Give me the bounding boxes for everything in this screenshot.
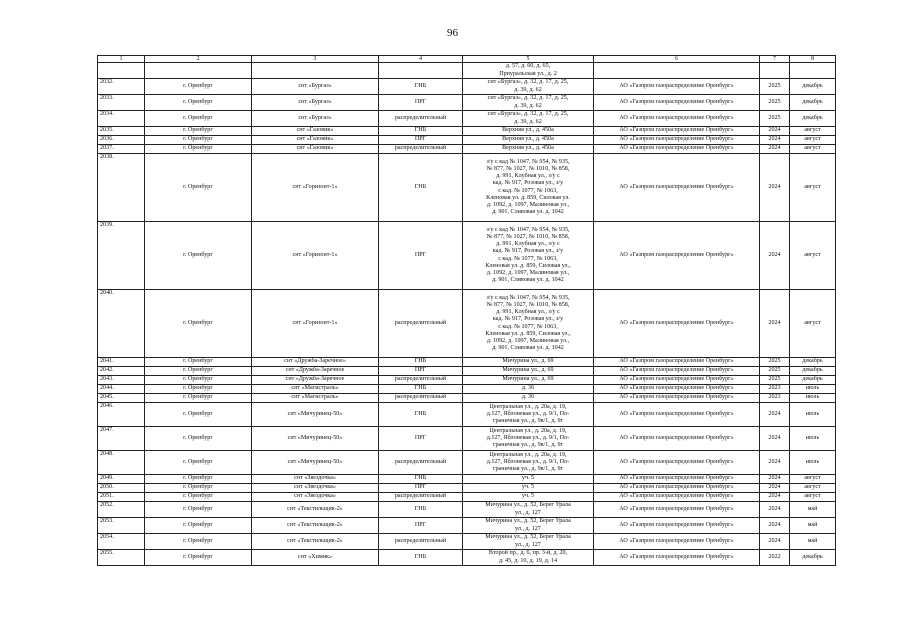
object-cell: снт «Газовик» (252, 127, 379, 136)
city-cell: г. Оренбург (145, 403, 252, 427)
year-cell: 2024 (760, 493, 790, 502)
row-number-cell: 2048. (98, 451, 145, 475)
year-cell: 2025 (760, 95, 790, 111)
city-cell: г. Оренбург (145, 394, 252, 403)
month-cell: июль (790, 385, 836, 394)
organization-cell: АО «Газпром газораспределение Оренбург» (594, 475, 760, 484)
row-number-cell: 2052. (98, 502, 145, 518)
year-cell: 2024 (760, 222, 790, 290)
row-number-cell: 2051. (98, 493, 145, 502)
organization-cell: АО «Газпром газораспределение Оренбург» (594, 403, 760, 427)
row-number-cell: 2045. (98, 394, 145, 403)
cell-empty (790, 63, 836, 79)
type-cell: распределительный (379, 290, 463, 358)
address-cell: Верхняя ул., д. 450а (463, 136, 594, 145)
row-number-cell: 2042. (98, 367, 145, 376)
cell-empty (760, 63, 790, 79)
city-cell: г. Оренбург (145, 534, 252, 550)
address-cell: Мичурина ул., д. 69 (463, 376, 594, 385)
city-cell: г. Оренбург (145, 222, 252, 290)
row-number-cell: 2043. (98, 376, 145, 385)
address-cell: Мичурина ул., д. 52, Берег Урала ул., д. 127 (463, 534, 594, 550)
object-cell: снт «Текстильщик-2» (252, 502, 379, 518)
address-cell: з/у с кад № 1047, № 954, № 935, № 877, № 1027, № 1010, № 858, д. 991, Клубная ул., з/у с кад. № 917, Розовая ул., з/у с кад. № 1077, № 1063, Кленовая ул. д. 859, Силовая ул. д. 1092, д. 1097, Малиновая ул., д. 901, Сливовая ул. д. 1042 (463, 154, 594, 222)
table-row (98, 403, 836, 427)
table-row (98, 95, 836, 111)
object-cell: снт «Звездочка» (252, 493, 379, 502)
month-cell: декабрь (790, 111, 836, 127)
city-cell: г. Оренбург (145, 358, 252, 367)
table-row (98, 534, 836, 550)
object-cell: снт «Газовик» (252, 145, 379, 154)
type-cell: распределительный (379, 111, 463, 127)
organization-cell: АО «Газпром газораспределение Оренбург» (594, 358, 760, 367)
row-number-cell: 2040. (98, 290, 145, 358)
address-cell: Верхняя ул., д. 450а (463, 127, 594, 136)
type-cell: ГНБ (379, 154, 463, 222)
type-cell: ПРГ (379, 427, 463, 451)
month-cell: июль (790, 427, 836, 451)
object-cell: снт «Звездочка» (252, 484, 379, 493)
address-cell: д. 36 (463, 385, 594, 394)
address-cell: Мичурина ул., д. 69 (463, 367, 594, 376)
organization-cell: АО «Газпром газораспределение Оренбург» (594, 385, 760, 394)
month-cell: декабрь (790, 376, 836, 385)
organization-cell: АО «Газпром газораспределение Оренбург» (594, 367, 760, 376)
city-cell: г. Оренбург (145, 518, 252, 534)
cell-empty (145, 63, 252, 79)
year-cell: 2024 (760, 451, 790, 475)
table-body (98, 56, 836, 566)
column-number: 5 (463, 56, 594, 63)
type-cell: ПРГ (379, 95, 463, 111)
column-number: 2 (145, 56, 252, 63)
table-row (98, 493, 836, 502)
organization-cell: АО «Газпром газораспределение Оренбург» (594, 222, 760, 290)
address-cell: уч. 5 (463, 484, 594, 493)
city-cell: г. Оренбург (145, 290, 252, 358)
city-cell: г. Оренбург (145, 95, 252, 111)
registry-table (97, 55, 836, 566)
month-cell: июль (790, 394, 836, 403)
year-cell: 2025 (760, 79, 790, 95)
object-cell: снт «Магистраль» (252, 385, 379, 394)
page-number: 96 (447, 27, 458, 39)
year-cell: 2023 (760, 394, 790, 403)
type-cell: распределительный (379, 394, 463, 403)
organization-cell: АО «Газпром газораспределение Оренбург» (594, 136, 760, 145)
address-cell: д. 36 (463, 394, 594, 403)
year-cell: 2024 (760, 484, 790, 493)
type-cell: ПРГ (379, 222, 463, 290)
row-number-cell: 2035. (98, 127, 145, 136)
type-cell: распределительный (379, 376, 463, 385)
object-cell: снт «Звездочка» (252, 475, 379, 484)
month-cell: август (790, 154, 836, 222)
type-cell: распределительный (379, 451, 463, 475)
month-cell: декабрь (790, 95, 836, 111)
table-row (98, 79, 836, 95)
city-cell: г. Оренбург (145, 367, 252, 376)
year-cell: 2025 (760, 358, 790, 367)
row-number-cell: 2033. (98, 95, 145, 111)
object-cell: снт «Бургаз» (252, 95, 379, 111)
year-cell: 2024 (760, 427, 790, 451)
object-cell: снт «Горизонт-1» (252, 290, 379, 358)
address-cell: Центральная ул., д. 20а, д. 19, д.127, Яблоневая ул., д. 9/1, По- граничная ул., д. 9в/1, д. 9г (463, 451, 594, 475)
table-row (98, 394, 836, 403)
object-cell: снт «Мичуринец-50» (252, 451, 379, 475)
month-cell: май (790, 534, 836, 550)
year-cell: 2023 (760, 385, 790, 394)
address-cell: Второй пр., д. 6, пр. 3-й, д. 20, д. 45, д. 10, д. 19, д. 14 (463, 550, 594, 566)
table-row (98, 154, 836, 222)
table-row (98, 145, 836, 154)
city-cell: г. Оренбург (145, 111, 252, 127)
city-cell: г. Оренбург (145, 145, 252, 154)
object-cell: снт «Дружба-Заречное (252, 376, 379, 385)
year-cell: 2024 (760, 475, 790, 484)
organization-cell: АО «Газпром газораспределение Оренбург» (594, 394, 760, 403)
address-cell: уч. 5 (463, 475, 594, 484)
type-cell: ПРГ (379, 367, 463, 376)
city-cell: г. Оренбург (145, 550, 252, 566)
year-cell: 2024 (760, 145, 790, 154)
type-cell: ГНБ (379, 502, 463, 518)
address-cell: Центральная ул., д. 20а, д. 19, д.127, Яблоневая ул., д. 9/1, По- граничная ул., д. 9в/1, д. 9г (463, 403, 594, 427)
city-cell: г. Оренбург (145, 79, 252, 95)
year-cell: 2024 (760, 518, 790, 534)
year-cell: 2025 (760, 111, 790, 127)
city-cell: г. Оренбург (145, 136, 252, 145)
column-number: 8 (790, 56, 836, 63)
type-cell: распределительный (379, 493, 463, 502)
type-cell: распределительный (379, 145, 463, 154)
city-cell: г. Оренбург (145, 484, 252, 493)
organization-cell: АО «Газпром газораспределение Оренбург» (594, 550, 760, 566)
city-cell: г. Оренбург (145, 127, 252, 136)
month-cell: декабрь (790, 550, 836, 566)
column-number: 7 (760, 56, 790, 63)
column-number: 4 (379, 56, 463, 63)
address-cell: Верхняя ул., д. 450а (463, 145, 594, 154)
month-cell: декабрь (790, 367, 836, 376)
organization-cell: АО «Газпром газораспределение Оренбург» (594, 502, 760, 518)
column-number: 3 (252, 56, 379, 63)
object-cell: снт «Химик» (252, 550, 379, 566)
organization-cell: АО «Газпром газораспределение Оренбург» (594, 111, 760, 127)
month-cell: август (790, 484, 836, 493)
month-cell: август (790, 493, 836, 502)
address-cell: снт «Бургаз», д. 32, д. 17, д. 25, д. 39, д. 62 (463, 95, 594, 111)
address-cell: Мичурина ул., д. 52, Берег Урала ул., д. 127 (463, 502, 594, 518)
city-cell: г. Оренбург (145, 502, 252, 518)
type-cell: ПРГ (379, 518, 463, 534)
address-cell: д. 57, д. 60, д. 65, Приуральская ул., д. 2 (463, 63, 594, 79)
table-row (98, 484, 836, 493)
year-cell: 2025 (760, 376, 790, 385)
object-cell: снт «Газовик» (252, 136, 379, 145)
row-number-cell: 2053. (98, 518, 145, 534)
month-cell: август (790, 475, 836, 484)
column-number: 1 (98, 56, 145, 63)
year-cell: 2025 (760, 367, 790, 376)
cell-empty (594, 63, 760, 79)
cell-empty (98, 63, 145, 79)
continuation-row (98, 63, 836, 79)
row-number-cell: 2044. (98, 385, 145, 394)
year-cell: 2024 (760, 127, 790, 136)
table-row (98, 427, 836, 451)
table-row (98, 385, 836, 394)
year-cell: 2024 (760, 502, 790, 518)
address-cell: уч. 5 (463, 493, 594, 502)
table-row (98, 358, 836, 367)
type-cell: ПРГ (379, 136, 463, 145)
table-row (98, 290, 836, 358)
city-cell: г. Оренбург (145, 493, 252, 502)
type-cell: распределительный (379, 534, 463, 550)
address-cell: Мичурина ул., д. 52, Берег Урала ул., д. 127 (463, 518, 594, 534)
table-row (98, 475, 836, 484)
month-cell: август (790, 145, 836, 154)
organization-cell: АО «Газпром газораспределение Оренбург» (594, 427, 760, 451)
city-cell: г. Оренбург (145, 475, 252, 484)
table-row (98, 111, 836, 127)
object-cell: снт «Бургаз» (252, 79, 379, 95)
address-cell: Центральная ул., д. 20а, д. 19, д.127, Яблоневая ул., д. 9/1, По- граничная ул., д. 9в/1, д. 9г (463, 427, 594, 451)
organization-cell: АО «Газпром газораспределение Оренбург» (594, 127, 760, 136)
type-cell: ГНБ (379, 475, 463, 484)
year-cell: 2022 (760, 550, 790, 566)
type-cell: ГНБ (379, 403, 463, 427)
month-cell: август (790, 290, 836, 358)
city-cell: г. Оренбург (145, 154, 252, 222)
organization-cell: АО «Газпром газораспределение Оренбург» (594, 95, 760, 111)
month-cell: май (790, 502, 836, 518)
month-cell: июль (790, 451, 836, 475)
month-cell: декабрь (790, 79, 836, 95)
year-cell: 2024 (760, 154, 790, 222)
address-cell: з/у с кад № 1047, № 954, № 935, № 877, № 1027, № 1010, № 858, д. 991, Клубная ул., з/у с кад. № 917, Розовая ул., з/у с кад. № 1077, № 1063, Кленовая ул. д. 859, Силовая ул., д. 1092, д. 1097, Малиновая ул., д. 901, Сливовая ул. д. 1042 (463, 222, 594, 290)
row-number-cell: 2046. (98, 403, 145, 427)
address-cell: з/у с кад № 1047, № 954, № 935, № 877, № 1027, № 1010, № 858, д. 991, Клубная ул., з/у с кад. № 917, Розовая ул., з/у с кад. № 1077, № 1063, Кленовая ул. д. 859, Силовая ул., д. 1092, д. 1097, Малиновая ул., д. 901, Сливовая ул. д. 1042 (463, 290, 594, 358)
organization-cell: АО «Газпром газораспределение Оренбург» (594, 145, 760, 154)
row-number-cell: 2032. (98, 79, 145, 95)
row-number-cell: 2036. (98, 136, 145, 145)
object-cell: снт «Магистраль» (252, 394, 379, 403)
type-cell: ГНБ (379, 79, 463, 95)
month-cell: декабрь (790, 358, 836, 367)
month-cell: август (790, 127, 836, 136)
address-cell: снт «Бургаз», д. 32, д. 17, д. 25, д. 39, д. 62 (463, 79, 594, 95)
cell-empty (252, 63, 379, 79)
type-cell: ГНБ (379, 127, 463, 136)
type-cell: ГНБ (379, 358, 463, 367)
table-row (98, 518, 836, 534)
city-cell: г. Оренбург (145, 385, 252, 394)
object-cell: снт «Мичуринец-50» (252, 403, 379, 427)
city-cell: г. Оренбург (145, 427, 252, 451)
year-cell: 2024 (760, 403, 790, 427)
object-cell: снт «Дружба-Заречное (252, 367, 379, 376)
object-cell: снт «Дружба-Заречное» (252, 358, 379, 367)
row-number-cell: 2055. (98, 550, 145, 566)
object-cell: снт «Мичуринец-50» (252, 427, 379, 451)
row-number-cell: 2037. (98, 145, 145, 154)
type-cell: ГНБ (379, 550, 463, 566)
table-row (98, 136, 836, 145)
address-cell: Мичурина ул., д. 69 (463, 358, 594, 367)
column-number: 6 (594, 56, 760, 63)
year-cell: 2024 (760, 136, 790, 145)
organization-cell: АО «Газпром газораспределение Оренбург» (594, 534, 760, 550)
month-cell: июль (790, 403, 836, 427)
address-cell: снт «Бургаз», д. 32, д. 17, д. 25, д. 39, д. 62 (463, 111, 594, 127)
row-number-cell: 2054. (98, 534, 145, 550)
table-row (98, 502, 836, 518)
month-cell: август (790, 136, 836, 145)
object-cell: снт «Горизонт-1» (252, 154, 379, 222)
object-cell: снт «Текстильщик-2» (252, 534, 379, 550)
row-number-cell: 2041. (98, 358, 145, 367)
type-cell: ГНБ (379, 385, 463, 394)
row-number-cell: 2038. (98, 154, 145, 222)
organization-cell: АО «Газпром газораспределение Оренбург» (594, 484, 760, 493)
table-row (98, 222, 836, 290)
type-cell: ПРГ (379, 484, 463, 493)
row-number-cell: 2049. (98, 475, 145, 484)
object-cell: снт «Горизонт-1» (252, 222, 379, 290)
year-cell: 2024 (760, 290, 790, 358)
object-cell: снт «Бургаз» (252, 111, 379, 127)
organization-cell: АО «Газпром газораспределение Оренбург» (594, 376, 760, 385)
cell-empty (379, 63, 463, 79)
row-number-cell: 2039. (98, 222, 145, 290)
month-cell: август (790, 222, 836, 290)
year-cell: 2024 (760, 534, 790, 550)
organization-cell: АО «Газпром газораспределение Оренбург» (594, 290, 760, 358)
organization-cell: АО «Газпром газораспределение Оренбург» (594, 493, 760, 502)
object-cell: снт «Текстильщик-2» (252, 518, 379, 534)
row-number-cell: 2047. (98, 427, 145, 451)
organization-cell: АО «Газпром газораспределение Оренбург» (594, 518, 760, 534)
row-number-cell: 2034. (98, 111, 145, 127)
table-row (98, 127, 836, 136)
city-cell: г. Оренбург (145, 451, 252, 475)
city-cell: г. Оренбург (145, 376, 252, 385)
organization-cell: АО «Газпром газораспределение Оренбург» (594, 79, 760, 95)
table-row (98, 367, 836, 376)
organization-cell: АО «Газпром газораспределение Оренбург» (594, 451, 760, 475)
table-row (98, 376, 836, 385)
table-row (98, 550, 836, 566)
month-cell: май (790, 518, 836, 534)
row-number-cell: 2050. (98, 484, 145, 493)
column-number-row (98, 56, 836, 63)
organization-cell: АО «Газпром газораспределение Оренбург» (594, 154, 760, 222)
table-row (98, 451, 836, 475)
